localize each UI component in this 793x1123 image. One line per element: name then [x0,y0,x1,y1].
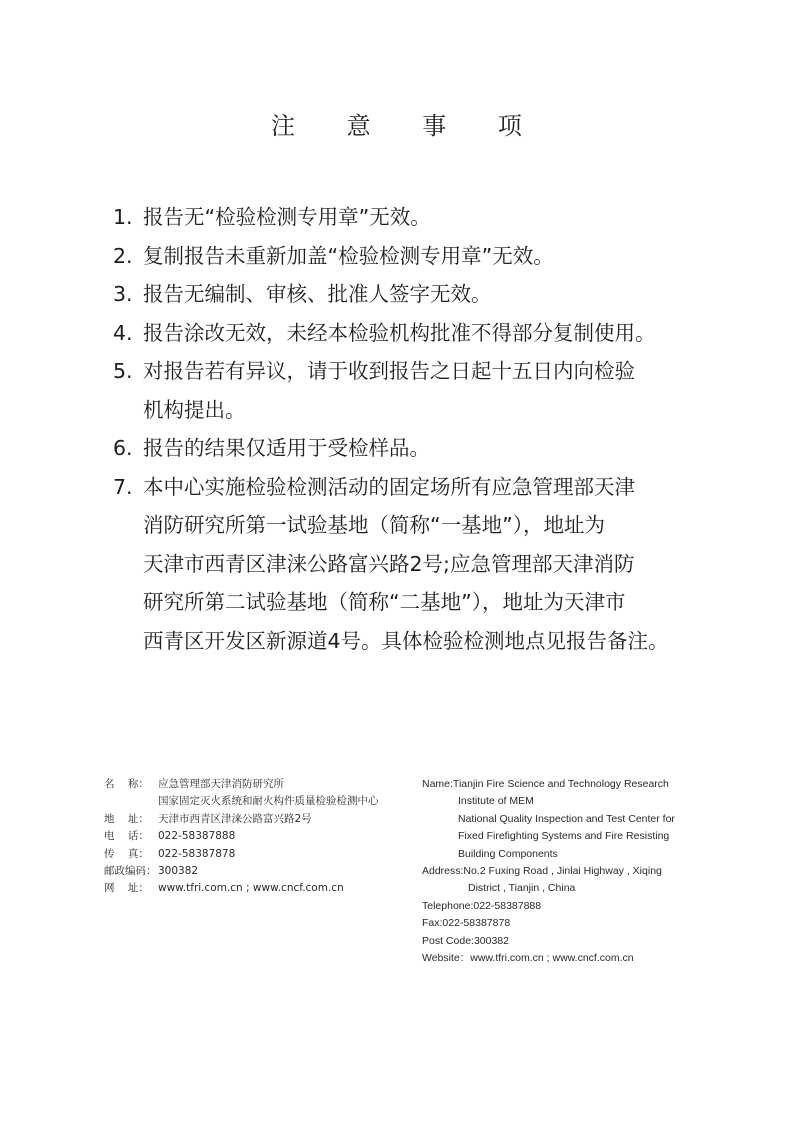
notice-list [113,198,733,660]
notice-number: 6. [113,436,133,460]
notice-item [113,198,733,237]
website-value: www.tfri.com.cn ; www.cncf.com.cn [158,882,344,895]
notice-text: 报告的结果仅适用于受检样品。 [143,436,430,460]
footer-address-row [104,811,424,828]
notice-item [113,275,733,314]
name-line: National Quality Inspection and Test Center for [458,812,675,825]
notice-item [113,237,733,276]
name-line: Building Components [458,847,558,860]
notice-item [113,314,733,353]
page-title: 注 意 事 项 [271,112,544,140]
notice-item [113,429,733,468]
footer-label: 传 真： [104,847,149,860]
name-line: Fixed Firefighting Systems and Fire Resisting [458,830,670,843]
notice-text: 机构提出。 [143,397,246,422]
telephone-line: Telephone:022-58387888 [422,899,542,912]
footer-website-row [104,880,424,897]
fax-line: Fax:022-58387878 [422,917,511,930]
notice-text: 天津市西青区津涞公路富兴路2号;应急管理部天津消防 [143,551,635,576]
footer-phone-row [104,828,424,845]
notice-number: 1. [113,205,133,229]
notice-text: 报告涂改无效，未经本检验机构批准不得部分复制使用。 [143,320,656,345]
footer-postcode-row [104,863,424,880]
notice-text: 研究所第二试验基地（简称“二基地”），地址为天津市 [143,590,626,614]
postcode-value: 300382 [158,865,199,878]
notice-number: 2. [113,243,133,268]
footer-label: 地 址： [104,812,149,825]
center-name: 国家固定灭火系统和耐火构件质量检验检测中心 [158,795,379,808]
notice-text: 复制报告未重新加盖“检验检测专用章”无效。 [143,243,554,268]
notice-text: 报告无“检验检测专用章”无效。 [143,205,431,229]
notice-text: 消防研究所第一试验基地（简称“一基地”），地址为 [143,513,605,537]
fax-value: 022-58387878 [158,847,236,860]
notice-text: 西青区开发区新源道4号。具体检验检测地点见报告备注。 [143,628,669,653]
address-value: 天津市西青区津涞公路富兴路2号 [158,812,312,825]
footer-label: 名 称： [104,778,149,790]
notice-text: 本中心实施检验检测活动的固定场所有应急管理部天津 [143,474,635,499]
website-line: Website：www.tfri.com.cn ; www.cncf.com.cn [422,952,634,965]
institute-name: 应急管理部天津消防研究所 [158,778,284,790]
notice-item [113,468,733,661]
notice-number: 4. [113,320,133,345]
footer-contact-english [422,776,752,967]
phone-value: 022-58387888 [158,830,236,843]
name-line: Name:Tianjin Fire Science and Technology Research [422,778,669,790]
footer-name-row [104,776,424,811]
address-line: Address:No.2 Fuxing Road , Jinlai Highway , Xiqing [422,865,662,878]
notice-number: 5. [113,359,133,383]
footer-contact-chinese [104,776,424,898]
notice-number: 3. [113,282,133,306]
footer-fax-row [104,846,424,863]
notice-number: 7. [113,474,133,499]
notice-text: 报告无编制、审核、批准人签字无效。 [143,282,492,306]
footer-label: 网 址： [104,882,149,895]
notice-text: 对报告若有异议，请于收到报告之日起十五日内向检验 [143,359,635,383]
notice-item [113,352,733,429]
address-line: District , Tianjin , China [468,882,576,895]
postcode-line: Post Code:300382 [422,934,509,947]
footer-label: 邮政编码： [104,865,157,878]
footer-label: 电 话： [104,830,149,843]
name-line: Institute of MEM [458,795,534,808]
